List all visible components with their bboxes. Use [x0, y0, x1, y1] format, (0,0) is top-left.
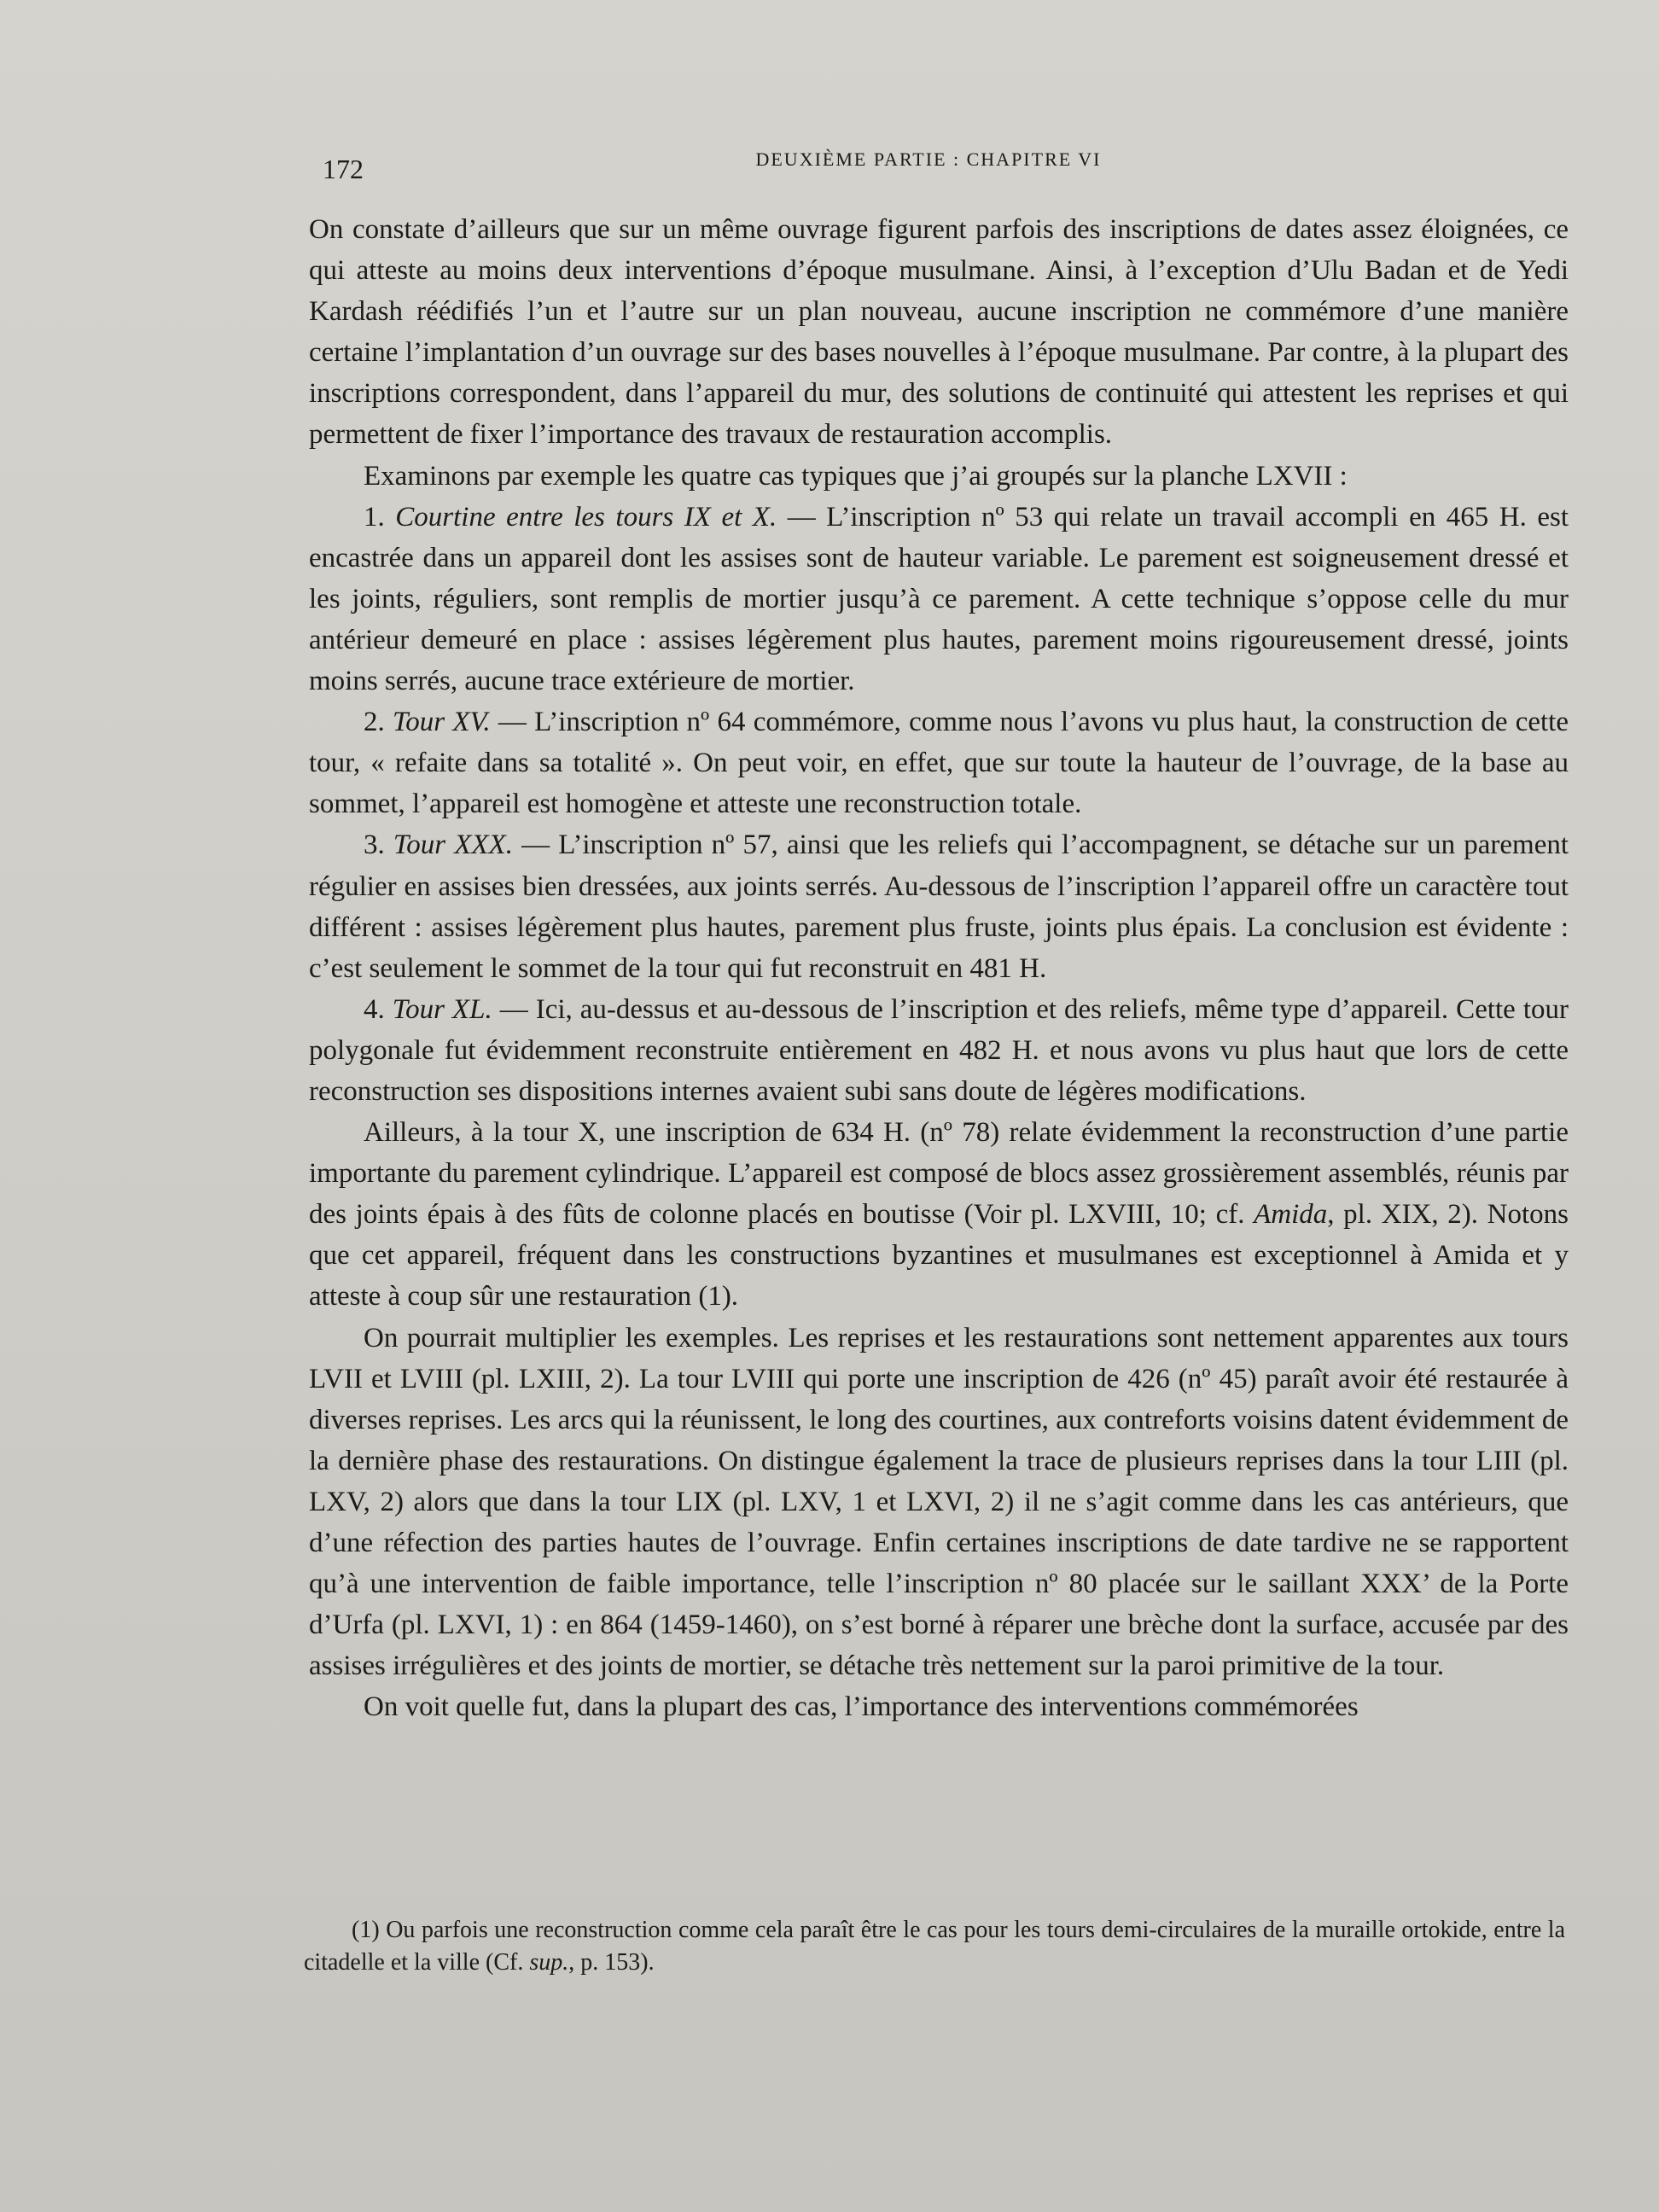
italic-reference: Amida: [1254, 1199, 1328, 1231]
list-item-text: — L’inscription nº 57, ainsi que les reliefs qui l’accompagnent, se détache sur un parement régulier en assises bien dressées, aux joints serrés. Au-dessous de l’inscription l’appareil offre un caractère tout différent : assises légèrement plus hautes, parement plus fruste, joints plus épais. La conclusion est évidente : c’est seulement le sommet de la tour qui fut reconstruit en 481 H.: [309, 830, 1569, 984]
page-number: 172: [323, 154, 364, 184]
paragraph-tour-x: [309, 1112, 1569, 1317]
paragraph-text: , pl. XIX, 2). Notons que cet appareil, fréquent dans les constructions byzantines et musulmanes est exceptionnel à Amida et y atteste à coup sûr une restauration (1).: [309, 1199, 1569, 1313]
list-item-number: 2.: [364, 707, 385, 738]
list-item-title: Courtine entre les tours IX et X.: [395, 501, 777, 533]
list-item-text: — L’inscription nº 64 commémore, comme nous l’avons vu plus haut, la construction de cette tour, « refaite dans sa totalité ». On peut voir, en effet, que sur toute la hauteur de l’ouvrage, de la base au sommet, l’appareil est homogène et atteste une reconstruction totale.: [309, 707, 1569, 820]
list-item-number: 1.: [364, 501, 385, 533]
body-text: [309, 209, 1569, 1727]
list-item-number: 3.: [364, 830, 385, 861]
footnote-text: (1) Ou parfois une reconstruction comme cela paraît être le cas pour les tours demi-circulaires de la muraille ortokide, entre la citadelle et la ville (Cf.: [304, 1917, 1565, 1976]
footnotes: [304, 1914, 1565, 1979]
paragraph-examples-intro: Examinons par exemple les quatre cas typiques que j’ai groupés sur la planche LXVII :: [364, 460, 1348, 492]
list-item-4: [309, 989, 1569, 1112]
list-item-text: — Ici, au-dessus et au-dessous de l’inscription et des reliefs, même type d’appareil. Cette tour polygonale fut évidemment reconstruite entièrement en 482 H. et nous avons vu plus haut que lors de cette reconstruction ses dispositions internes avaient subi sans doute de légères modifications.: [309, 993, 1569, 1107]
footnote-text: , p. 153).: [568, 1949, 655, 1976]
list-item-3: [309, 824, 1569, 988]
list-item-number: 4.: [364, 993, 385, 1025]
running-head: DEUXIÈME PARTIE : CHAPITRE VI: [755, 148, 1102, 170]
footnote-italic: sup.: [529, 1949, 569, 1976]
list-item-1: [309, 497, 1569, 701]
paragraph-examples: On pourrait multiplier les exemples. Les reprises et les restaurations sont nettement apparentes aux tours LVII et LVIII (pl. LXIII, 2). La tour LVIII qui porte une inscription de 426 (nº 45) paraît avoir été restaurée à diverses reprises. Les arcs qui la réunissent, le long des courtines, aux contreforts voisins datent évidemment de la dernière phase des restaurations. On distingue également la trace de plusieurs reprises dans la tour LIII (pl. LXV, 2) alors que dans la tour LIX (pl. LXV, 1 et LXVI, 2) il ne s’agit comme dans les cas antérieurs, que d’une réfection des parties hautes de l’ouvrage. Enfin certaines inscriptions de date tardive ne se rapportent qu’à une intervention de faible importance, telle l’inscription nº 80 placée sur le saillant XXX’ de la Porte d’Urfa (pl. LXVI, 1) : en 864 (1459-1460), on s’est borné à réparer une brèche dont la surface, accusée par des assises irrégulières et des joints de mortier, se détache très nettement sur la paroi primitive de la tour.: [309, 1322, 1569, 1682]
paragraph-conclusion: On voit quelle fut, dans la plupart des cas, l’importance des interventions commémorées: [364, 1691, 1359, 1723]
footnote-1: [304, 1914, 1565, 1979]
list-item-2: [309, 701, 1569, 824]
list-item-text: — L’inscription nº 53 qui relate un travail accompli en 465 H. est encastrée dans un appareil dont les assises sont de hauteur variable. Le parement est soigneusement dressé et les joints, réguliers, sont remplis de mortier jusqu’à ce parement. A cette technique s’oppose celle du mur antérieur demeuré en place : assises légèrement plus hautes, parement moins rigoureusement dressé, joints moins serrés, aucune trace extérieure de mortier.: [309, 501, 1569, 697]
page-header: [323, 145, 1534, 188]
list-item-title: Tour XXX.: [393, 830, 513, 861]
list-item-title: Tour XV.: [392, 707, 491, 738]
paragraph-text: Ailleurs, à la tour X, une inscription de 634 H. (nº 78) relate évidemment la reconstruction d’une partie importante du parement cylindrique. L’appareil est composé de blocs assez grossièrement assemblés, réunis par des joints épais à des fûts de colonne placés en boutisse (Voir pl. LXVIII, 10; cf.: [309, 1117, 1569, 1231]
paragraph-intro: On constate d’ailleurs que sur un même ouvrage figurent parfois des inscriptions de dates assez éloignées, ce qui atteste au moins deux interventions d’époque musulmane. Ainsi, à l’exception d’Ulu Badan et de Yedi Kardash réédifiés l’un et l’autre sur un plan nouveau, aucune inscription ne commémore d’une manière certaine l’implantation d’un ouvrage sur des bases nouvelles à l’époque musulmane. Par contre, à la plupart des inscriptions correspondent, dans l’appareil du mur, des solutions de continuité qui attestent les reprises et qui permettent de fixer l’importance des travaux de restauration accomplis.: [309, 214, 1569, 451]
list-item-title: Tour XL.: [392, 993, 492, 1025]
